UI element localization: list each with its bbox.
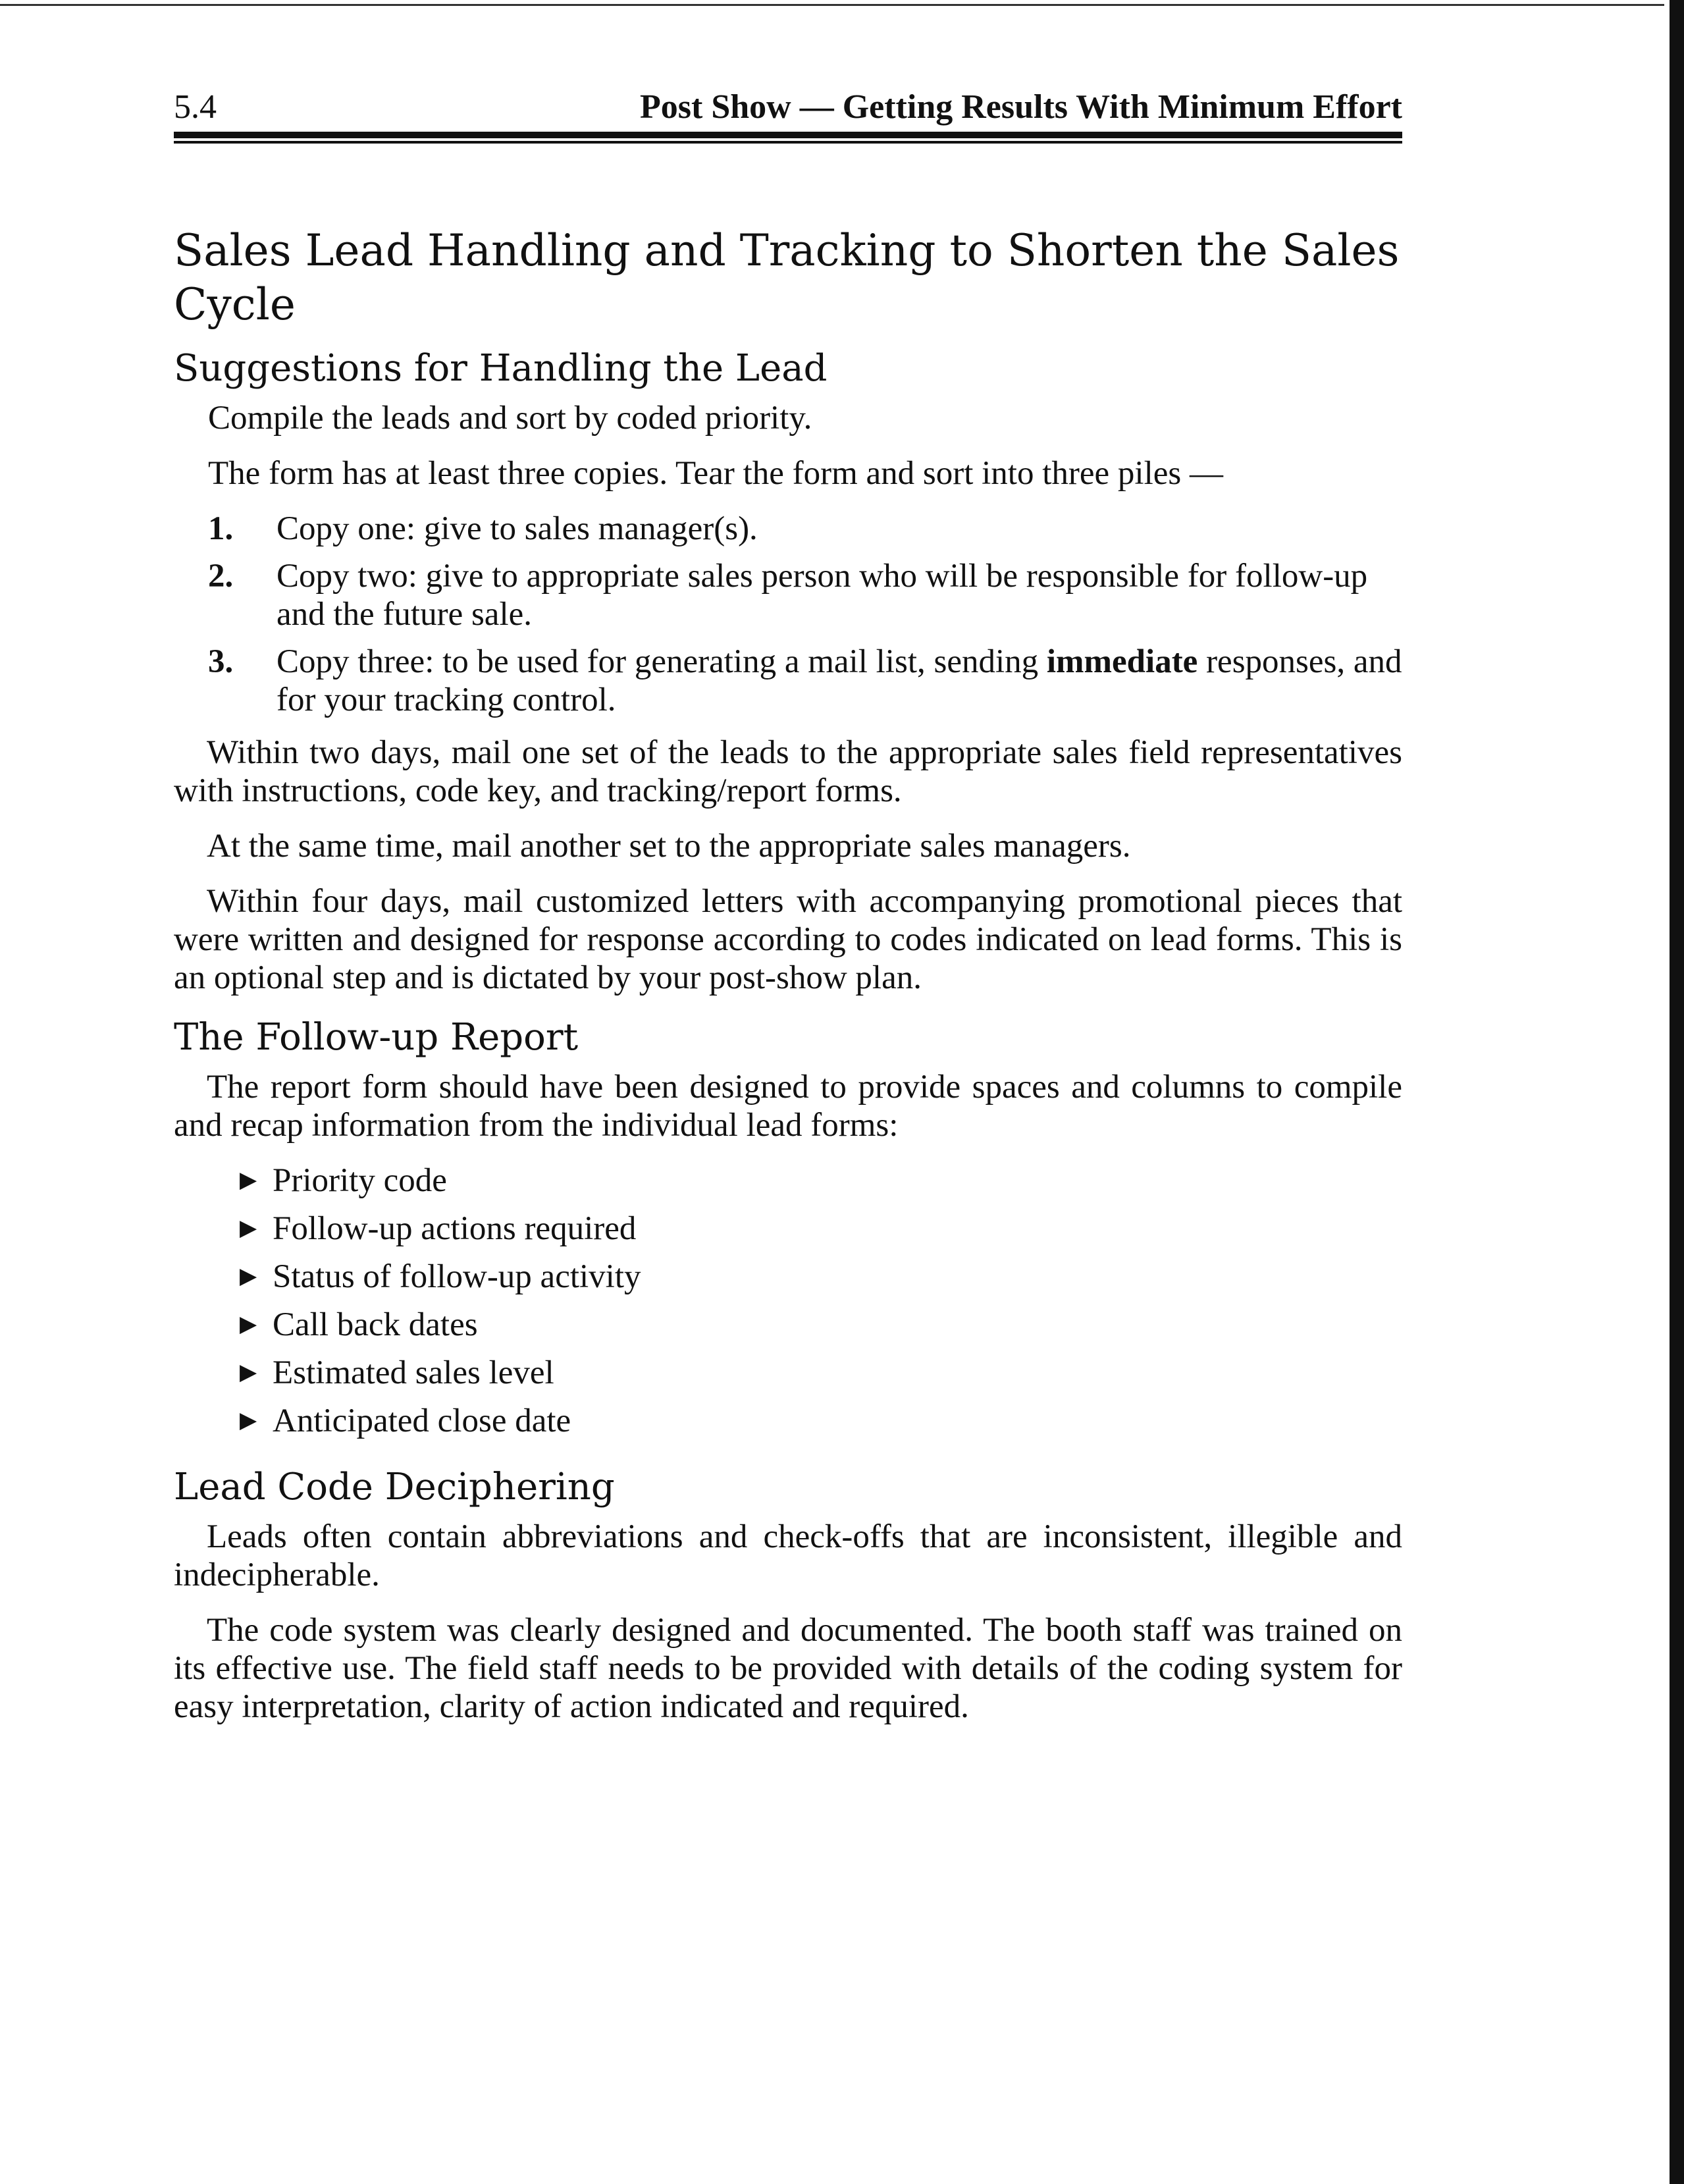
section-heading-handling: Suggestions for Handling the Lead	[174, 347, 828, 390]
triangle-bullet-icon: ▶	[240, 1168, 257, 1192]
bullet-list	[174, 1161, 1402, 1440]
list-number: 2.	[208, 558, 234, 595]
bullet-text: Call back dates	[273, 1306, 478, 1343]
header-rule-thick	[174, 132, 1402, 138]
bullet-text: Status of follow-up activity	[273, 1258, 641, 1295]
scan-artifact-edge	[1670, 0, 1684, 2184]
page-content	[174, 224, 1402, 1743]
paragraph: At the same time, mail another set to the appropriate sales managers.	[207, 828, 1131, 865]
page-title: Sales Lead Handling and Tracking to Shorten the Sales Cycle	[174, 225, 1400, 330]
triangle-bullet-icon: ▶	[240, 1264, 257, 1289]
triangle-bullet-icon: ▶	[240, 1312, 257, 1337]
scan-artifact-top	[0, 4, 1664, 6]
bullet-text: Follow-up actions required	[273, 1210, 637, 1247]
list-item-text-part: responses, and for your tracking control.	[276, 643, 1402, 718]
bullet-item	[174, 1258, 1402, 1296]
bullet-item	[174, 1402, 1402, 1440]
header-rule-thin	[174, 141, 1402, 144]
list-item-text-part: Copy three: to be used for generating a mail list, sending	[276, 643, 1047, 680]
list-item-text: Copy two: give to appropriate sales person who will be responsible for follow-up and the future sale.	[276, 558, 1368, 633]
triangle-bullet-icon: ▶	[240, 1360, 257, 1385]
running-header-title: Post Show — Getting Results With Minimum Effort	[640, 88, 1402, 126]
list-item	[174, 557, 1402, 633]
page-number: 5.4	[174, 88, 217, 126]
paragraph: Compile the leads and sort by coded priority.	[208, 400, 812, 437]
bullet-text: Anticipated close date	[273, 1402, 571, 1439]
paragraph: The report form should have been designed to provide spaces and columns to compile and recap information from the individual lead forms:	[174, 1069, 1402, 1144]
numbered-list	[174, 510, 1402, 719]
section-heading-follow-up-report: The Follow-up Report	[174, 1016, 579, 1059]
list-number: 3.	[208, 643, 234, 680]
paragraph: Leads often contain abbreviations and check-offs that are inconsistent, illegible and indecipherable.	[174, 1518, 1402, 1593]
paragraph: The code system was clearly designed and documented. The booth staff was trained on its effective use. The field staff needs to be provided with details of the coding system for easy interpretation, clarity of action indicated and required.	[174, 1612, 1402, 1725]
bullet-item	[174, 1354, 1402, 1392]
list-item	[174, 643, 1402, 719]
bullet-item	[174, 1161, 1402, 1200]
list-item	[174, 510, 1402, 548]
bullet-item	[174, 1210, 1402, 1248]
bullet-item	[174, 1306, 1402, 1344]
triangle-bullet-icon: ▶	[240, 1216, 257, 1240]
paragraph: Within four days, mail customized letters with accompanying promotional pieces that were written and designed for response according to codes indicated on lead forms. This is an optional step and is dictated by your post-show plan.	[174, 883, 1402, 996]
emphasis-text: immediate	[1046, 643, 1198, 680]
bullet-text: Priority code	[273, 1162, 447, 1199]
list-item-text: Copy one: give to sales manager(s).	[276, 510, 758, 547]
running-header	[174, 84, 1402, 130]
list-item-text	[276, 643, 1402, 718]
bullet-text: Estimated sales level	[273, 1354, 554, 1391]
paragraph: Within two days, mail one set of the leads to the appropriate sales field representatives with instructions, code key, and tracking/report forms.	[174, 734, 1402, 809]
section-heading-lead-code: Lead Code Deciphering	[174, 1466, 615, 1508]
triangle-bullet-icon: ▶	[240, 1408, 257, 1433]
list-number: 1.	[208, 510, 234, 547]
paragraph: The form has at least three copies. Tear the form and sort into three piles —	[208, 455, 1223, 492]
